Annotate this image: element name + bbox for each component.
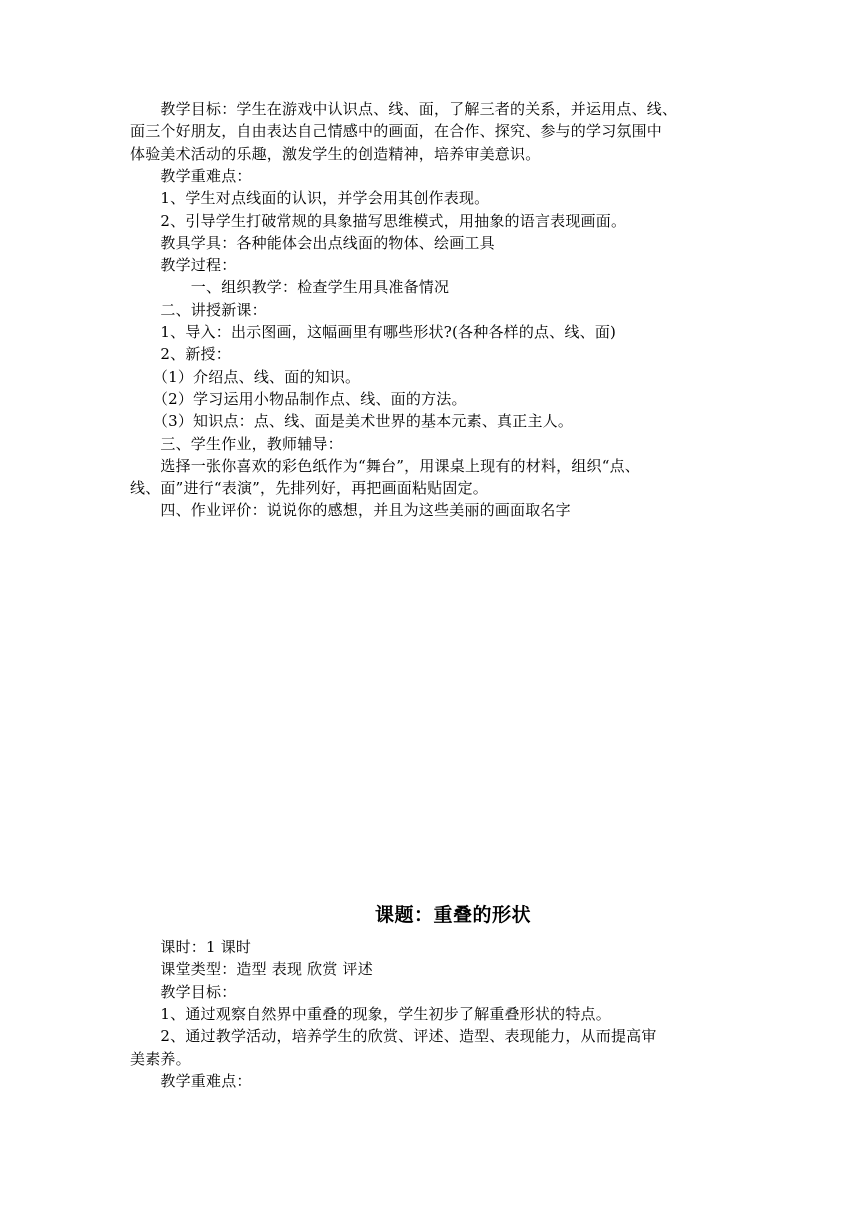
paragraph-line: 体验美术活动的乐趣，激发学生的创造精神，培养审美意识。 [130,144,541,163]
paragraph-line: 选择一张你喜欢的彩色纸作为“舞台”，用课桌上现有的材料，组织“点、 [130,456,641,475]
paragraph-line: 1、导入：出示图画，这幅画里有哪些形状?(各种各样的点、线、面) [130,323,617,341]
paragraph-line: 教学目标：学生在游戏中认识点、线、面，了解三者的关系，并运用点、线、 [130,100,678,118]
paragraph-line: 2、通过教学活动，培养学生的欣赏、评述、造型、表现能力，从而提高审 [130,1027,657,1046]
paragraph-line: 1、通过观察自然界中重叠的现象，学生初步了解重叠形状的特点。 [130,1004,611,1023]
paragraph-line: 2、引导学生打破常规的具象描写思维模式，用抽象的语言表现画面。 [130,211,627,230]
paragraph-line: 教学过程： [130,256,237,275]
paragraph-line: （1）介绍点、线、面的知识。 [130,367,361,386]
paragraph-line: 教学目标： [130,982,237,1001]
paragraph-line: 二、讲授新课： [130,300,267,319]
paragraph-line: 教具学具：各种能体会出点线面的物体、绘画工具 [130,233,495,252]
paragraph-line: 一、组织教学：检查学生用具准备情况 [130,278,450,297]
paragraph-line: 四、作业评价：说说你的感想，并且为这些美丽的画面取名字 [130,501,571,520]
paragraph-line: 课时：1 课时 [130,938,252,956]
paragraph-line: 课堂类型：造型 表现 欣赏 评述 [130,960,373,979]
paragraph-line: 2、新授： [130,345,231,364]
lesson-title: 课题：重叠的形状 [374,904,531,926]
paragraph-line: 1、学生对点线面的认识，并学会用其创作表现。 [130,189,490,208]
paragraph-line: 三、学生作业，教师辅导： [130,434,343,453]
paragraph-line: 教学重难点： [130,166,252,185]
paragraph-line: 美素养。 [130,1049,191,1068]
paragraph-line: （3）知识点：点、线、面是美术世界的基本元素、真正主人。 [130,412,574,431]
paragraph-line: 线、面”进行“表演”，先排列好，再把画面粘贴固定。 [130,479,489,498]
paragraph-line: 面三个好朋友，自由表达自己情感中的画面，在合作、探究、参与的学习氛围中 [130,122,663,141]
paragraph-line: （2）学习运用小物品制作点、线、面的方法。 [130,389,467,408]
paragraph-line: 教学重难点： [130,1071,252,1090]
